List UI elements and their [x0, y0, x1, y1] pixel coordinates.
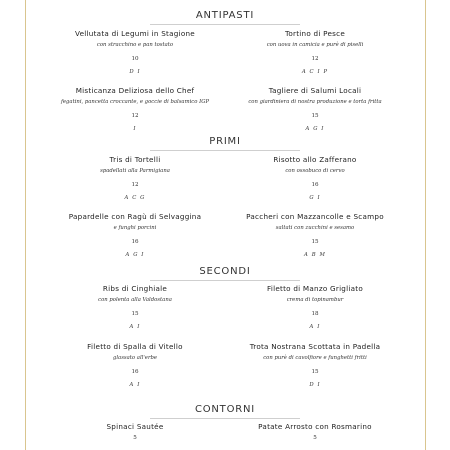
dish-name: Filetto di Spalla di Vitello: [87, 342, 183, 351]
dish-allergens: A G I: [305, 126, 325, 132]
dish-description: con giardiniera di nostra produzione e torta fritta: [248, 99, 382, 105]
dish-allergens: G I: [309, 195, 321, 201]
menu-item: [230, 284, 400, 331]
dish-name: Ribs di Cinghiale: [102, 284, 168, 293]
dish-name: Tris di Tortelli: [109, 155, 161, 164]
menu-item: [50, 212, 220, 259]
section-divider: [150, 418, 300, 419]
dish-description: spadellati alla Parmigiana: [100, 168, 170, 174]
dish-name: Misticanza Deliziosa dello Chef: [75, 86, 195, 95]
dish-name: Patate Arrosto con Rosmarino: [258, 422, 372, 431]
section-heading: PRIMI: [209, 136, 241, 147]
section-title-secondi: [25, 266, 425, 281]
dish-description: glassato all'erbe: [112, 355, 158, 361]
menu-item: [230, 29, 400, 76]
dish-description: saltati con zucchini e sesamo: [275, 225, 355, 231]
menu-item: [230, 212, 400, 259]
dish-price: 12: [311, 56, 319, 62]
dish-price: 15: [311, 369, 319, 375]
dish-description: fegatini, pancetta croccante, e goccie di balsamico IGP: [60, 99, 210, 105]
dish-description: con stracchino e pan tostato: [96, 42, 174, 48]
dish-price: 15: [311, 239, 319, 245]
dish-price: 15: [311, 113, 319, 119]
section-divider: [150, 24, 300, 25]
dish-price: 15: [131, 311, 139, 317]
dish-allergens: A C G: [124, 195, 146, 201]
dish-name: Risotto allo Zafferano: [273, 155, 357, 164]
dish-allergens: D I: [309, 382, 321, 388]
menu-item: [50, 342, 220, 389]
menu-item: [50, 284, 220, 331]
dish-name: Tortino di Pesce: [284, 29, 346, 38]
dish-allergens: I: [133, 126, 137, 132]
dish-price: 10: [131, 56, 139, 62]
dish-allergens: A I: [129, 382, 141, 388]
right-border-rule: [425, 0, 426, 450]
menu-item: [230, 155, 400, 202]
dish-name: Vellutata di Legumi in Stagione: [75, 29, 195, 38]
menu-item: [50, 86, 220, 133]
dish-description: con uova in camicia e purè di piselli: [266, 42, 364, 48]
section-title-contorni: [25, 404, 425, 419]
dish-name: Papardelle con Ragù di Selvaggina: [68, 212, 202, 221]
menu-item: [50, 155, 220, 202]
dish-name: Trota Nostrana Scottata in Padella: [249, 342, 381, 351]
menu-item: [230, 422, 400, 442]
dish-name: Paccheri con Mazzancolle e Scampo: [246, 212, 384, 221]
menu-item: [230, 342, 400, 389]
dish-price: 16: [131, 369, 139, 375]
menu-item: [50, 422, 220, 442]
dish-allergens: A I: [309, 324, 321, 330]
dish-allergens: A G I: [125, 252, 145, 258]
dish-name: Spinaci Sautée: [106, 422, 164, 431]
menu-page: [25, 0, 425, 450]
dish-description: con ossobuco di cervo: [285, 168, 345, 174]
section-title-primi: [25, 136, 425, 151]
dish-price: 18: [311, 311, 319, 317]
section-heading: ANTIPASTI: [195, 10, 255, 21]
menu-item: [50, 29, 220, 76]
section-divider: [150, 280, 300, 281]
dish-description: e funghi porcini: [113, 225, 157, 231]
dish-description: crema di topinambur: [286, 297, 344, 303]
section-heading: CONTORNI: [194, 404, 256, 415]
dish-name: Tagliere di Salumi Locali: [268, 86, 362, 95]
dish-description: con polenta alla Valdostana: [98, 297, 172, 303]
dish-price: 12: [131, 182, 139, 188]
dish-price: 5: [133, 435, 137, 441]
dish-price: 12: [131, 113, 139, 119]
dish-description: con purè di cavolfiore e funghetti fritti: [263, 355, 367, 361]
dish-name: Filetto di Manzo Grigliato: [266, 284, 363, 293]
dish-price: 16: [311, 182, 319, 188]
section-heading: SECONDI: [199, 266, 251, 277]
dish-allergens: A C I P: [301, 69, 329, 75]
section-divider: [150, 150, 300, 151]
section-title-antipasti: [25, 10, 425, 25]
dish-price: 5: [313, 435, 317, 441]
dish-price: 16: [131, 239, 139, 245]
dish-allergens: A I: [129, 324, 141, 330]
dish-allergens: D I: [129, 69, 141, 75]
menu-item: [230, 86, 400, 133]
dish-allergens: A B M: [303, 252, 326, 258]
